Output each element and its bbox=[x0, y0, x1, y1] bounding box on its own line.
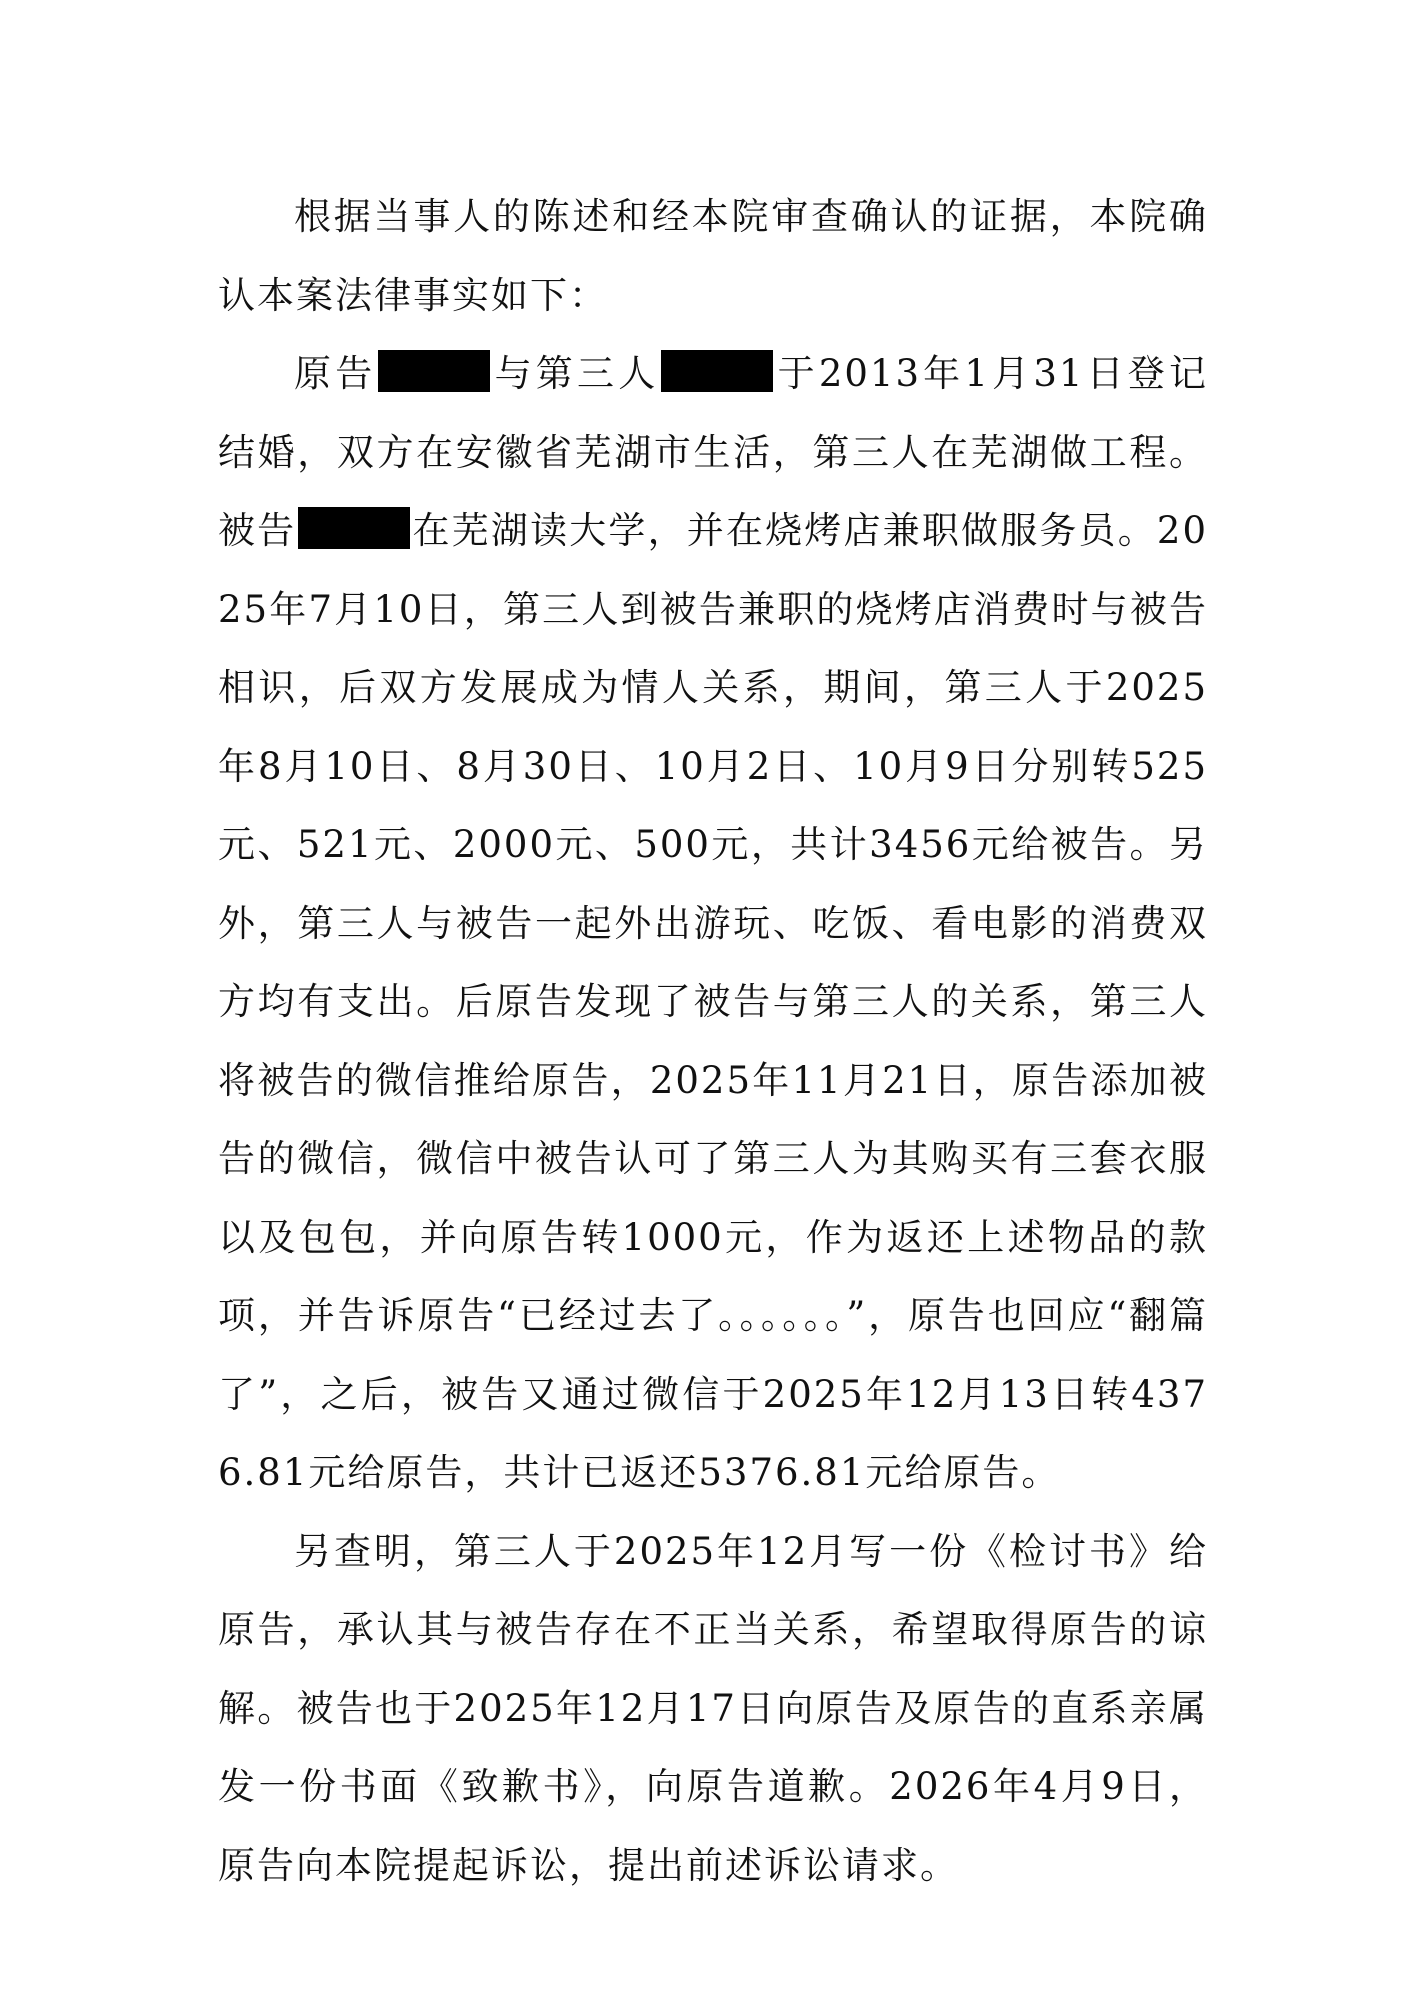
paragraph-intro bbox=[218, 178, 1208, 335]
facts-text-details: 在芜湖读大学，并在烧烤店兼职做服务员。2025年7月10日，第三人到被告兼职的烧烤店消费时与被告相识，后双方发展成为情人关系，期间，第三人于2025年8月10日、8月30日、10月2日、10月9日分别转525元、521元、2000元、500元，共计3456元给被告。另外，第三人与被告一起外出游玩、吃饭、看电影的消费双方均有支出。后原告发现了被告与第三人的关系，第三人将被告的微信推给原告，2025年11月21日，原告添加被告的微信，微信中被告认可了第三人为其购买有三套衣服以及包包，并向原告转1000元，作为返还上述物品的款项，并告诉原告“已经过去了。。。。。。”，原告也回应“翻篇了”，之后，被告又通过微信于2025年12月13日转4376.81元给原告，共计已返还5376.81元给原告。 bbox=[218, 509, 1208, 1494]
document-body bbox=[218, 178, 1208, 1905]
paragraph-additional-findings bbox=[218, 1513, 1208, 1906]
paragraph-facts bbox=[218, 335, 1208, 1513]
redaction-block-defendant bbox=[298, 507, 410, 549]
facts-text-marriage: 于2013年1月31日登记结婚，双方在安徽省芜湖市生活，第三人在芜湖做工程。被告 bbox=[218, 352, 1209, 552]
facts-text-third-party: 与第三人 bbox=[492, 352, 660, 395]
facts-text-plaintiff: 原告 bbox=[294, 352, 377, 395]
redaction-block-plaintiff bbox=[378, 350, 490, 392]
additional-findings-text: 另查明，第三人于2025年12月写一份《检讨书》给原告，承认其与被告存在不正当关系，希望取得原告的谅解。被告也于2025年12月17日向原告及原告的直系亲属发一份书面《致歉书》，向原告道歉。2026年4月9日，原告向本院提起诉讼，提出前述诉讼请求。 bbox=[218, 1529, 1208, 1887]
redaction-block-third-party bbox=[661, 350, 773, 392]
paragraph-intro-text: 根据当事人的陈述和经本院审查确认的证据，本院确认本案法律事实如下： bbox=[218, 195, 1208, 317]
